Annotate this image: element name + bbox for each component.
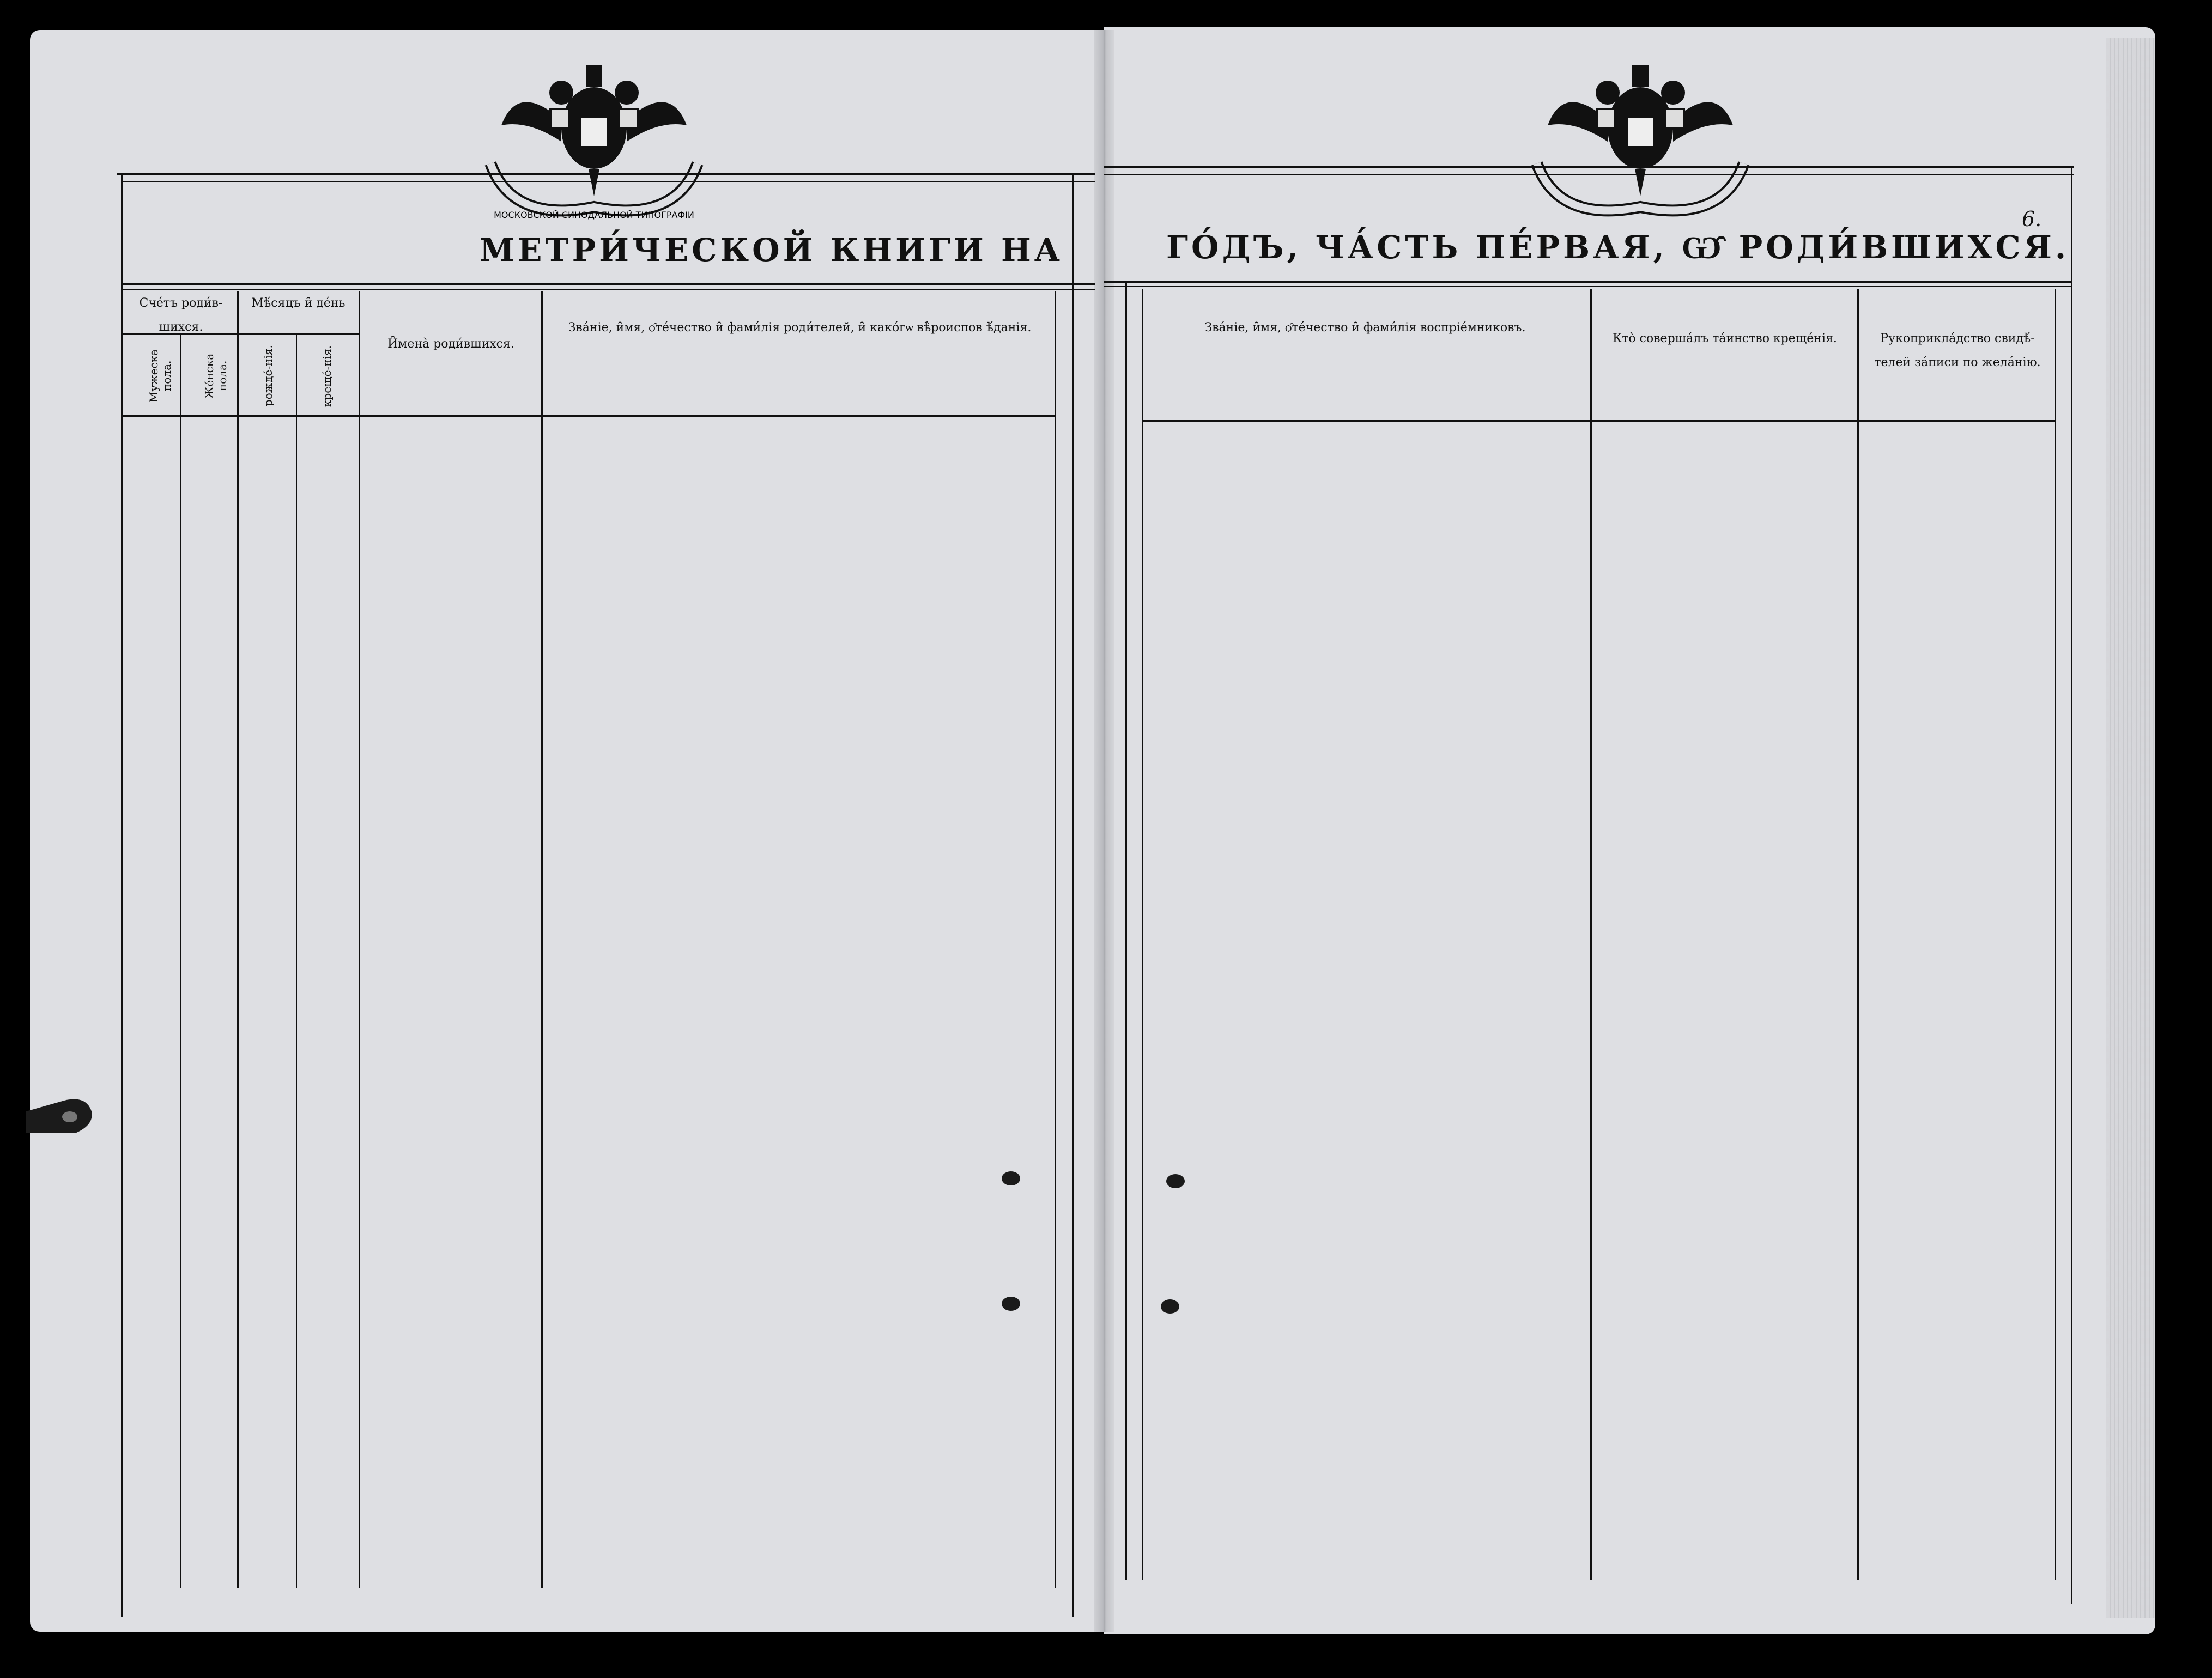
subheader-rule [239,333,359,335]
table-border-right [2071,166,2072,1604]
imperial-eagle-crest-icon [480,60,708,223]
col-line [1142,289,1143,1580]
col-line [541,291,543,1588]
table-border-right [1072,173,1074,1617]
col-line [1857,289,1859,1580]
col-line [296,335,297,1588]
page-edge-stack [2106,38,2155,1618]
col-line [180,335,181,1588]
title-underline-inner [121,289,1095,290]
binding-hole [1166,1174,1185,1188]
header-baptism: креще́-нія. [320,345,334,407]
header-male: Мужеска пола. [147,349,173,403]
top-rule-inner [1104,174,2074,175]
page-title-left: МЕТРИ́ЧЕСКОЙ КНИГИ НА [480,232,1064,269]
title-underline [1104,281,2072,283]
col-line [2055,289,2056,1580]
header-female: Же́нска пола. [203,353,229,399]
header-birth: рожде́-нія. [262,345,275,407]
binding-hole [1002,1171,1020,1185]
top-rule-inner [123,181,1095,182]
table-border-left [121,173,123,1617]
svg-text:МОСКОВСКОЙ СИНОДАЛЬНОЙ ТИПОГРА: МОСКОВСКОЙ СИНОДАЛЬНОЙ ТИПОГРАФІИ [494,210,694,220]
header-godparents: Зва́ніе, и̑мя, ѻ̑те́чество и̑ фами́лія воспріе́мниковъ. [1204,321,1526,335]
page-number: 6. [2022,207,2042,231]
book-spine [1094,30,1114,1632]
col-line [1590,289,1592,1580]
page-title-right: ГО́ДЪ, ЧА́СТЬ ПЕ́РВАЯ, Ѡ̑ РОДИ́ВШИХСЯ. [1166,229,2070,266]
header-witnesses: Рукоприкла́дство свидѣ́-телей за́писи по жела́нію. [1874,332,2041,369]
right-page [1104,27,2155,1634]
top-rule [1104,166,2074,168]
top-rule [117,173,1095,175]
binder-clip-icon [26,1095,97,1139]
col-line [1055,291,1056,1588]
title-underline [121,283,1095,285]
header-parents: Зва́ніе, и̑мя, ѻ̑те́чество и̑ фами́лія роди́телей, и̑ како́гѡ вѣ̀роиспов ѣ́данія. [568,321,1032,335]
header-count-group: Сче́тъ роди́в-шихся. [139,296,223,334]
title-underline-inner [1104,286,2072,287]
binding-hole [1002,1297,1020,1311]
col-line [237,291,239,1588]
header-officiant: Кто̀ соверша́лъ та́инство креще́нія. [1613,332,1837,345]
table-border-left [1125,283,1127,1580]
header-bottom-rule [123,415,1056,417]
col-line [359,291,360,1588]
header-names: И̑мена̀ роди́вшихся. [387,337,514,351]
binding-hole [1161,1299,1179,1314]
left-page [30,30,1104,1632]
header-month-group: Мѣ́сяцъ и̑ де́нь [251,296,346,310]
header-bottom-rule [1142,420,2056,422]
imperial-eagle-crest-icon [1526,60,1755,223]
